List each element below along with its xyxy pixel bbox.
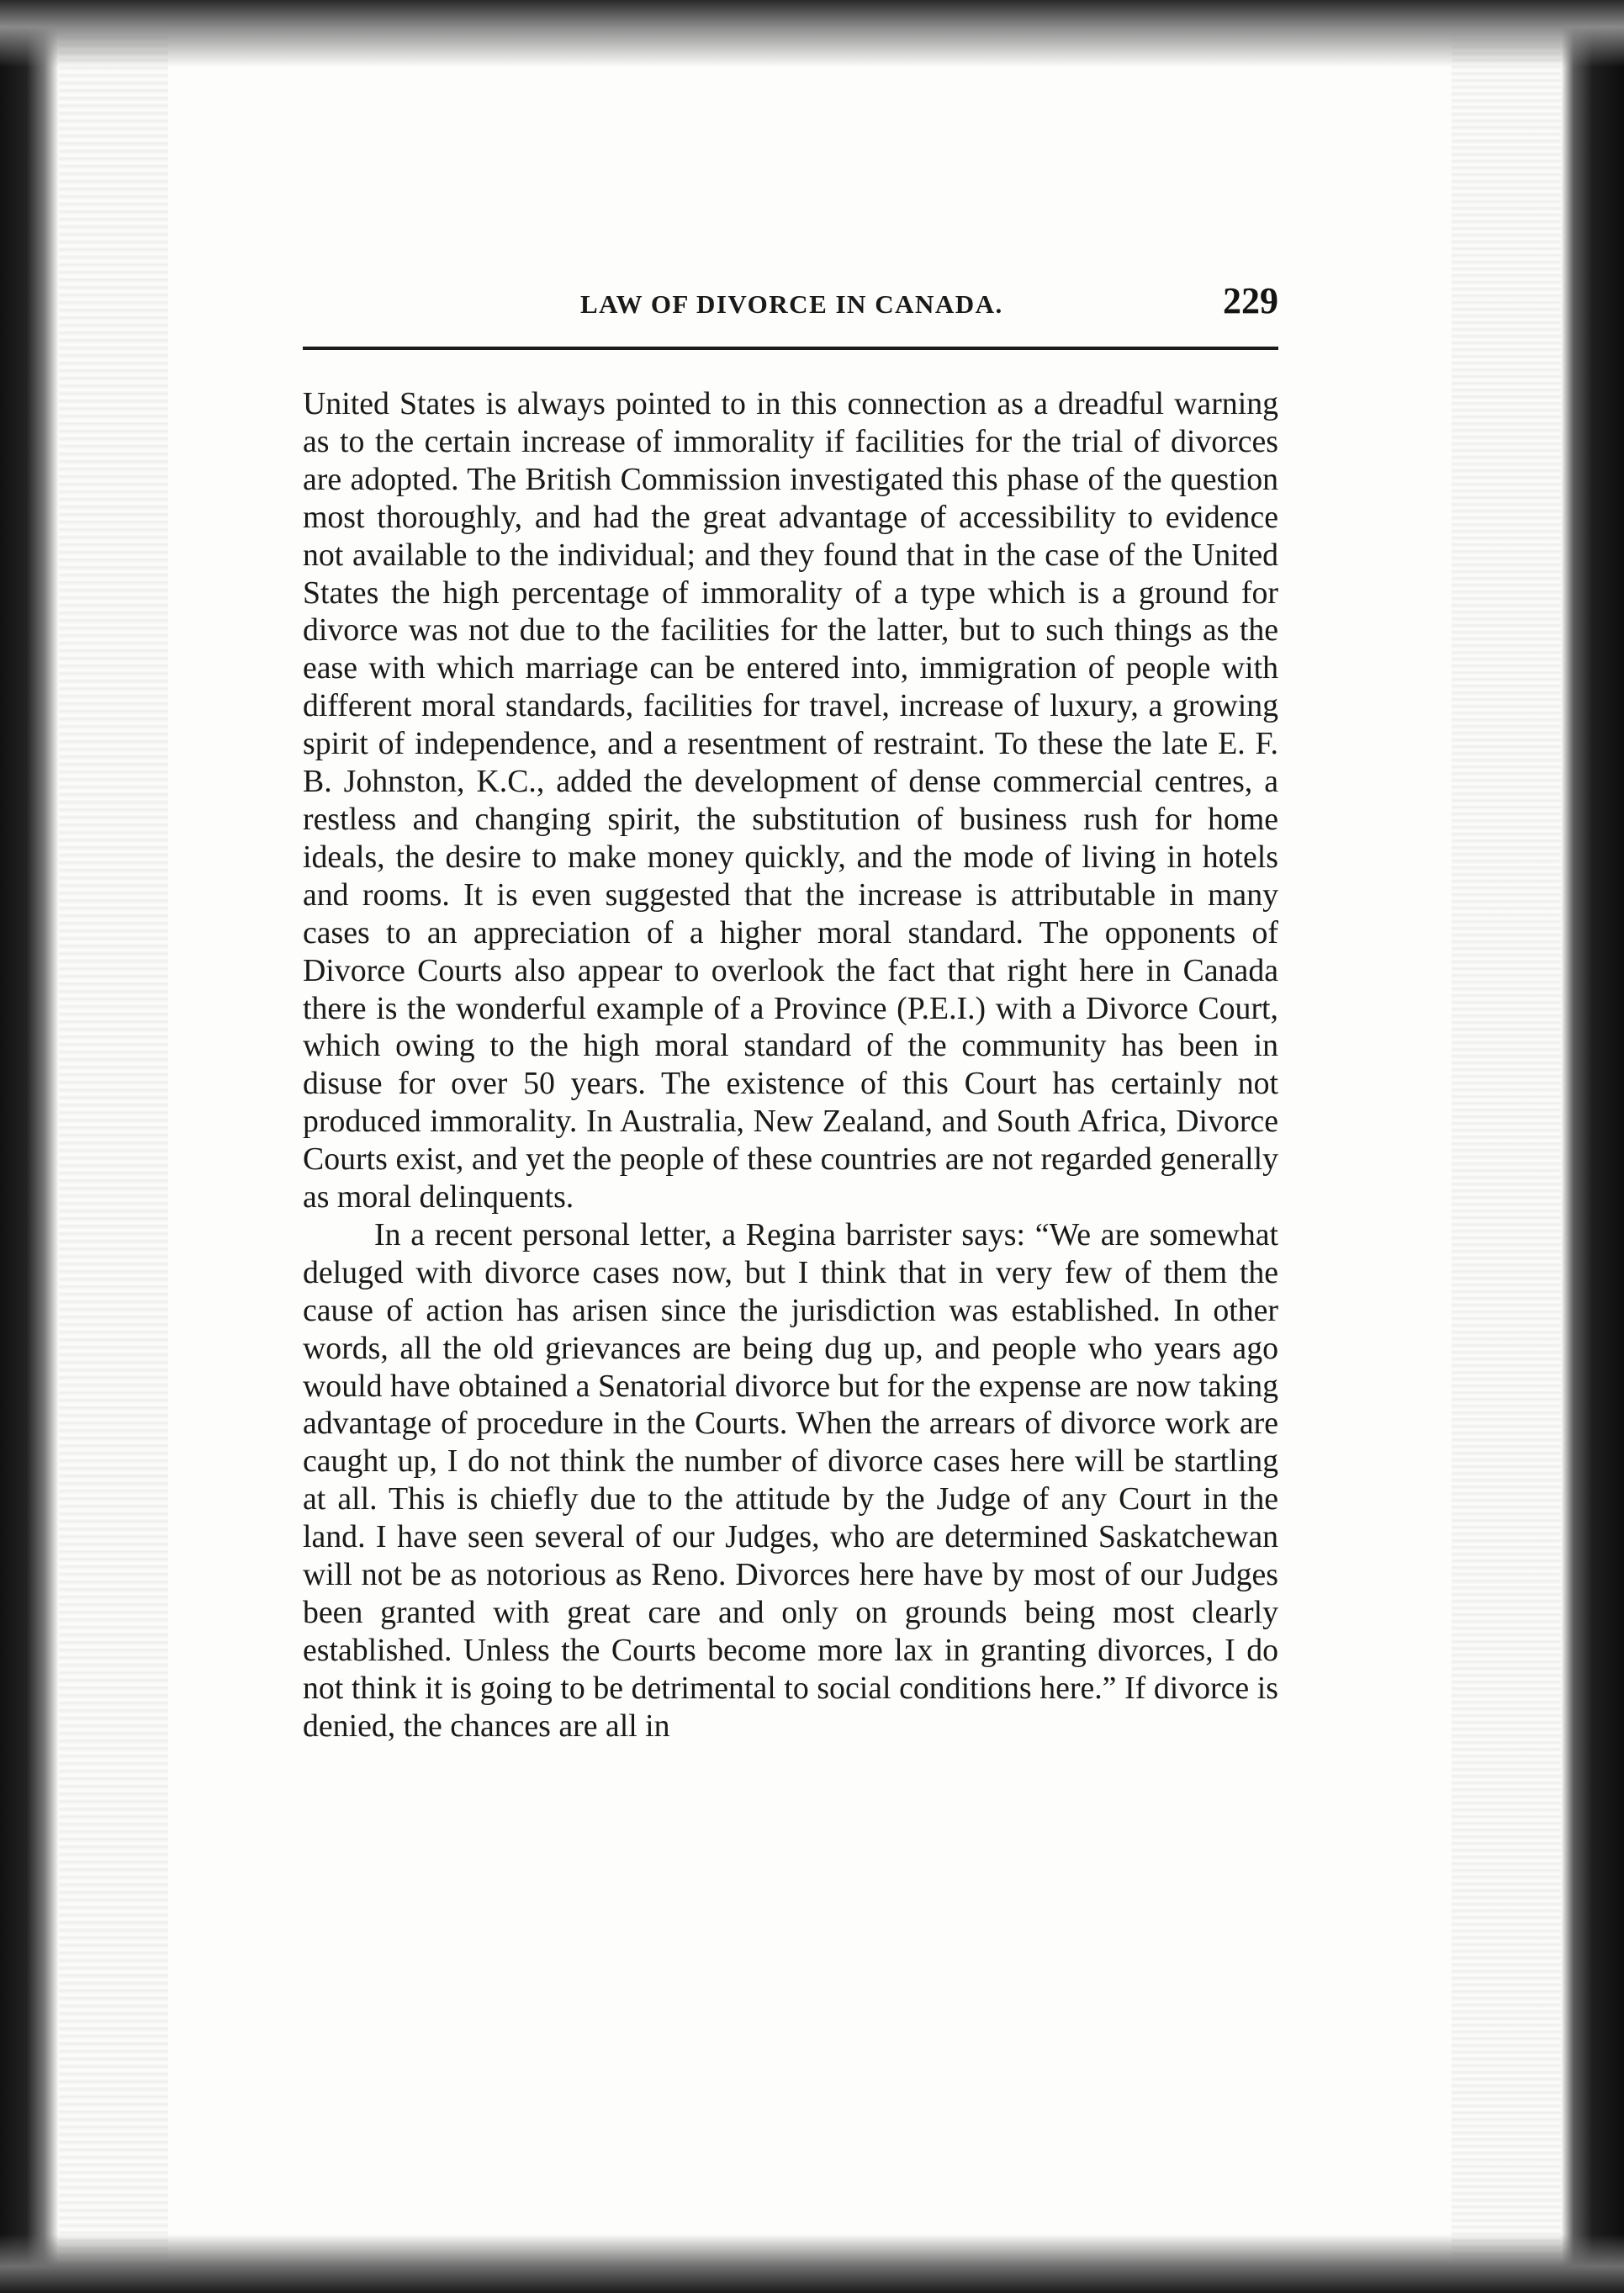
header-rule [303,347,1278,350]
scan-edge-bottom [0,2234,1624,2293]
scan-edge-left [0,0,59,2293]
page-number: 229 [1223,280,1278,321]
running-title: LAW OF DIVORCE IN CANADA. [580,289,1003,319]
page-header [303,278,1278,336]
paragraph-2: In a recent personal letter, a Regina barrister says: “We are somewhat deluged with divorce cases now, but I think that in very few of them the cause of action has arisen since the jurisdiction was established. In other words, all the old grievances are being dug up, and people who years ago would have obtained a Senatorial divorce but for the expense are now taking advantage of procedure in the Courts. When the arrears of divorce work are caught up, I do not think the number of divorce cases here will be startling at all. This is chiefly due to the attitude by the Judge of any Court in the land. I have seen several of our Judges, who are determined Saskatchewan will not be as notorious as Reno. Divorces here have by most of our Judges been granted with great care and only on grounds being most clearly established. Unless the Courts become more lax in granting divorces, I do not think it is going to be detrimental to social conditions here.” If divorce is denied, the chances are all in [303,1216,1278,1744]
scan-shadow-right [1452,34,1561,2271]
body-text [303,385,1278,1745]
paragraph-1: United States is always pointed to in this connection as a dreadful warning as to the certain increase of immorality if facilities for the trial of divorces are adopted. The British Commission investigated this phase of the question most thoroughly, and had the great advantage of accessibility to evidence not available to the individual; and they found that in the case of the United States the high percentage of immorality of a type which is a ground for divorce was not due to the facilities for the latter, but to such things as the ease with which marriage can be entered into, immigration of people with different moral standards, facilities for travel, increase of luxury, a growing spirit of independence, and a resentment of restraint. To these the late E. F. B. Johnston, K.C., added the development of dense commercial centres, a restless and changing spirit, the substitution of business rush for home ideals, the desire to make money quickly, and the mode of living in hotels and rooms. It is even suggested that the increase is attributable in many cases to an appreciation of a higher moral standard. The opponents of Divorce Courts also appear to overlook the fact that right here in Canada there is the wonderful example of a Province (P.E.I.) with a Divorce Court, which owing to the high moral standard of the community has been in disuse for over 50 years. The existence of this Court has certainly not produced immorality. In Australia, New Zealand, and South Africa, Divorce Courts exist, and yet the people of these countries are not regarded generally as moral delinquents. [303,386,1278,1215]
scan-edge-top [0,0,1624,67]
scan-shadow-left [59,0,168,2293]
scan-edge-right [1561,0,1624,2293]
